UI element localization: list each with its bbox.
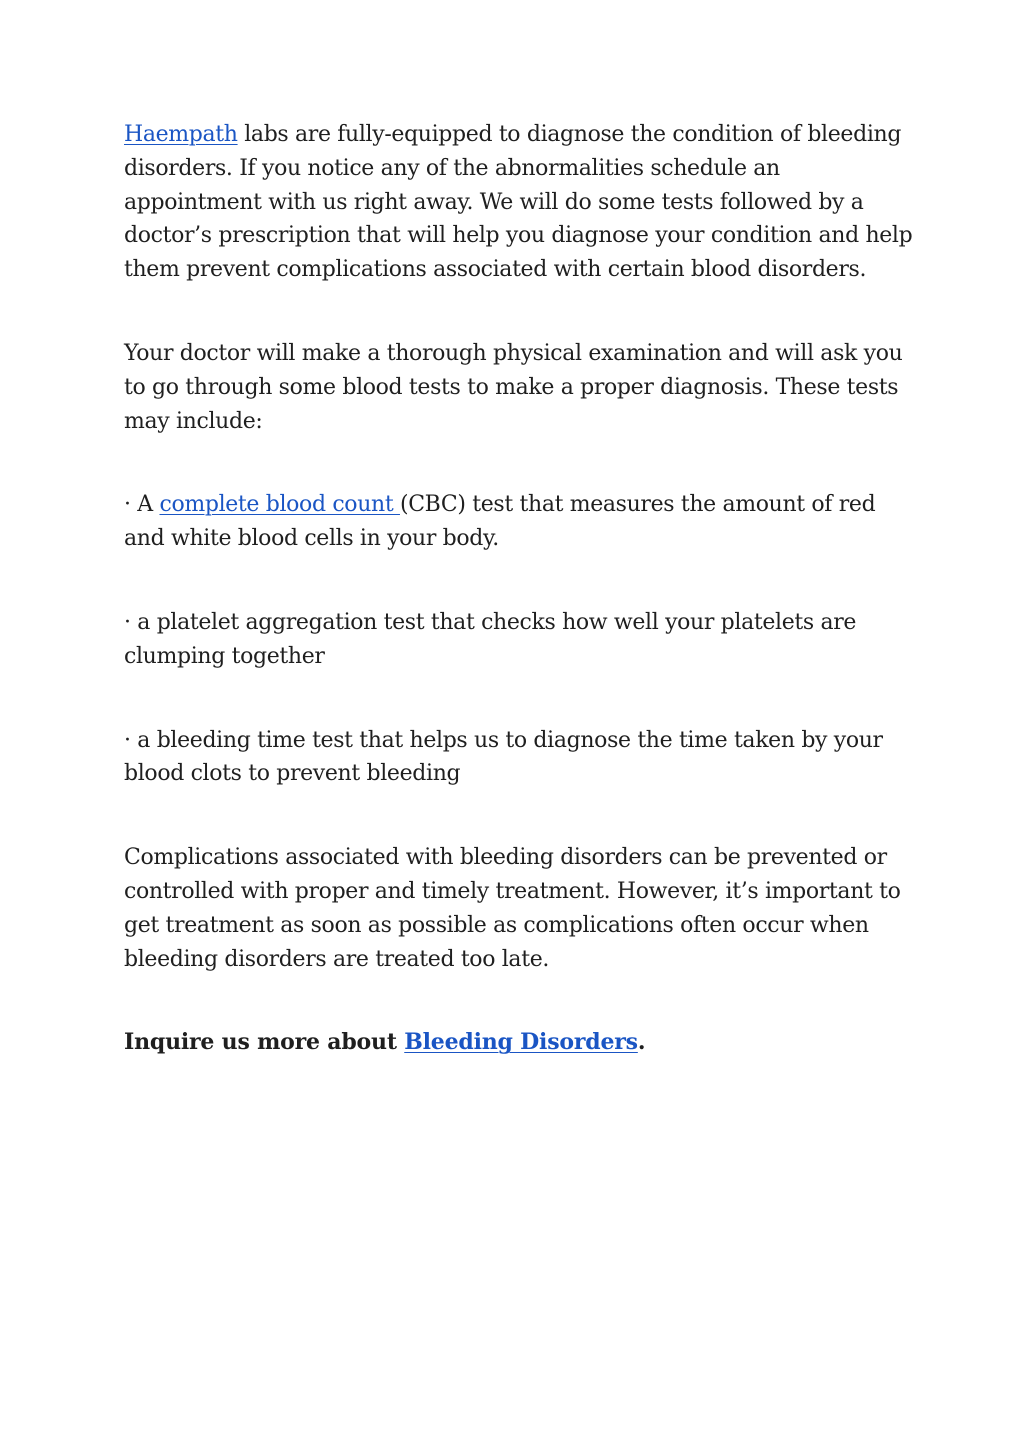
bullet-cbc-text: (CBC) test that measures the amount of red and white blood cells in your body. — [124, 492, 876, 552]
intro-paragraph — [124, 118, 914, 287]
bullet-bleeding-time — [124, 724, 914, 792]
intro-paragraph-text: labs are fully-equipped to diagnose the condition of bleeding disorders. If you notice any of the abnormalities schedule an appointment with us right away. We will do some tests followed by a doctor’s prescription that will help you diagnose your condition and help them prevent complications associated with certain blood disorders. — [124, 122, 913, 283]
inquire-cta-suffix: . — [637, 1029, 646, 1056]
bullet-platelet-aggregation — [124, 606, 914, 674]
complete-blood-count-link[interactable]: complete blood count — [159, 492, 400, 518]
examination-paragraph-text: Your doctor will make a thorough physical examination and will ask you to go through some blood tests to make a proper diagnosis. These tests may include: — [124, 340, 903, 434]
bleeding-disorders-link[interactable]: Bleeding Disorders — [404, 1029, 638, 1056]
inquire-cta-prefix: Inquire us more about — [124, 1029, 405, 1056]
bullet-platelet-text: · a platelet aggregation test that checks how well your platelets are clumping together — [124, 609, 857, 669]
document-body — [124, 118, 914, 1060]
complications-paragraph — [124, 841, 914, 976]
bullet-cbc-prefix: · A — [124, 492, 160, 518]
haempath-link[interactable]: Haempath — [124, 122, 238, 147]
bullet-cbc — [124, 488, 914, 556]
inquire-cta — [124, 1026, 914, 1060]
examination-paragraph — [124, 337, 914, 438]
bullet-bleeding-time-text: · a bleeding time test that helps us to diagnose the time taken by your blood clots to prevent bleeding — [124, 727, 883, 787]
complications-paragraph-text: Complications associated with bleeding disorders can be prevented or controlled with proper and timely treatment. However, it’s important to get treatment as soon as possible as complications often occur when bleeding disorders are treated too late. — [124, 845, 901, 972]
